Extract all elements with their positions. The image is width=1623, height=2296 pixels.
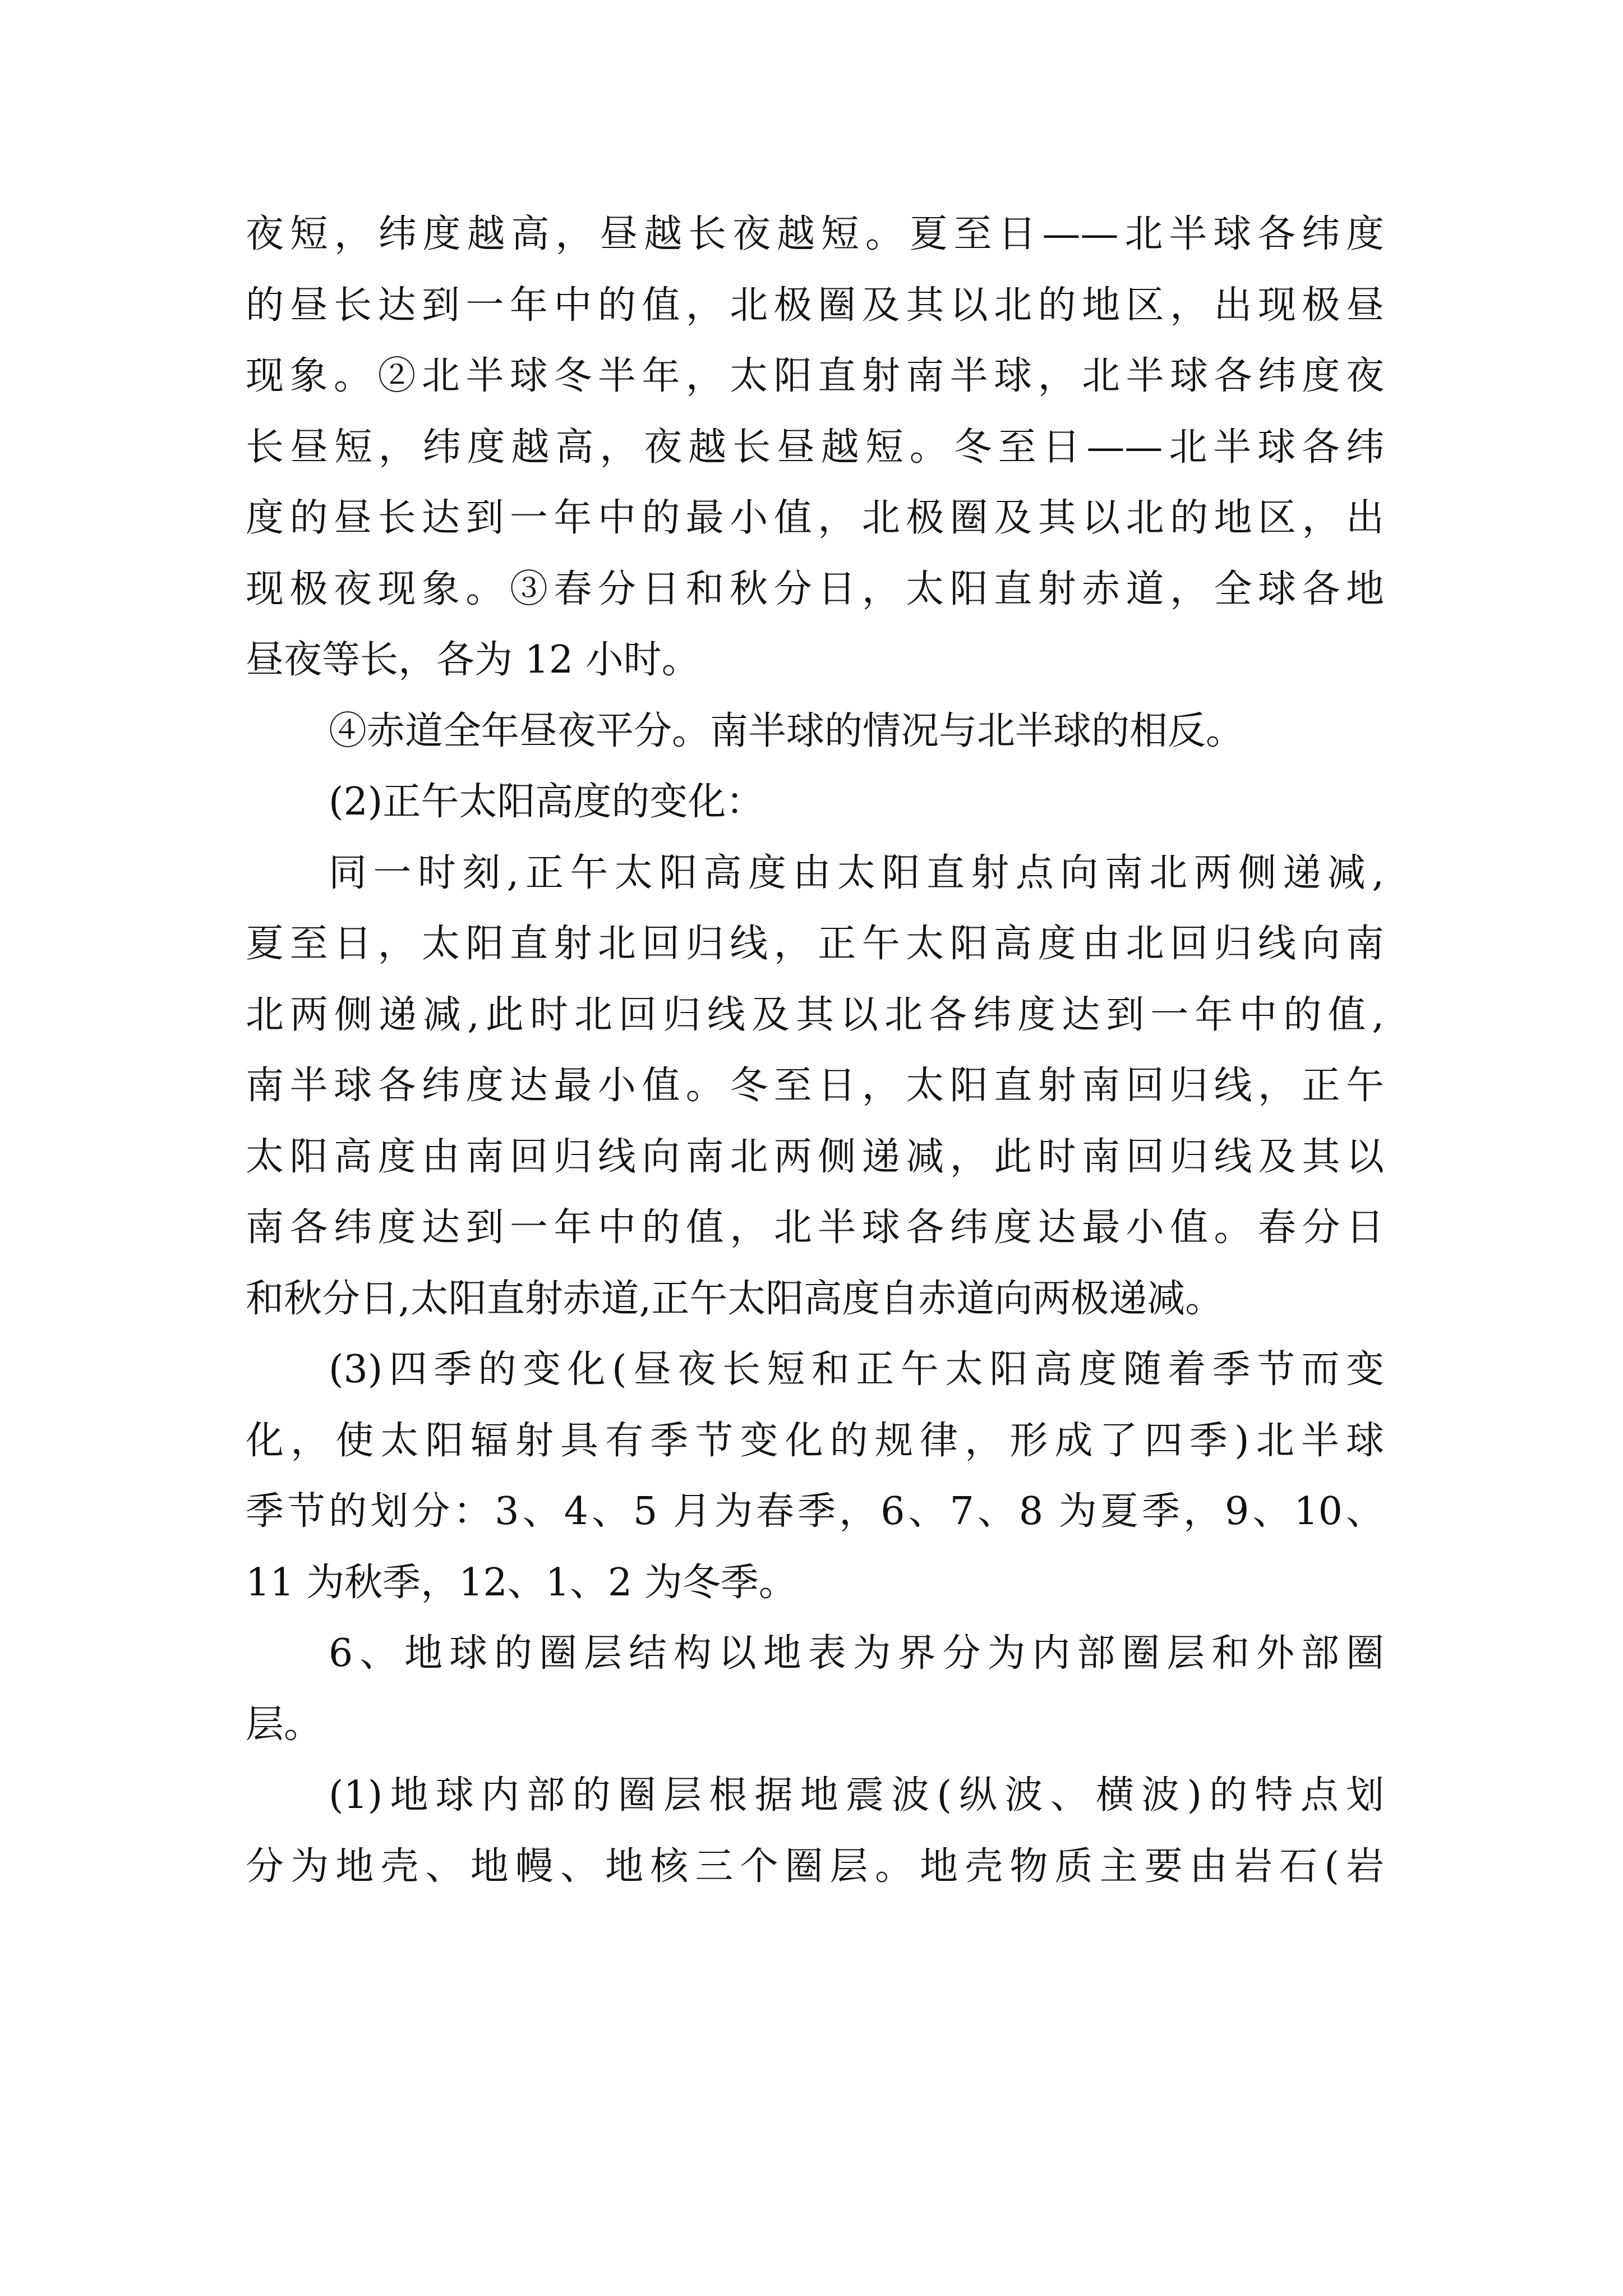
- text-line-10: 同一时刻,正午太阳高度由太阳直射点向南北两侧递减,: [329, 850, 1384, 895]
- section-heading-earth-layers: 6、地球的圈层结构以地表为界分为内部圈层和外部圈: [329, 1631, 1384, 1676]
- section-heading-inner-layers: (1)地球内部的圈层根据地震波(纵波、横波)的特点划: [329, 1773, 1384, 1818]
- text-line-19: 季节的划分：3、4、5 月为春季，6、7、8 为夏季，9、10、: [246, 1489, 1384, 1534]
- text-line-1: 夜短，纬度越高，昼越长夜越短。夏至日——北半球各纬度: [246, 212, 1384, 256]
- text-line-11: 夏至日，太阳直射北回归线，正午太阳高度由北回归线向南: [246, 922, 1384, 966]
- text-line-12: 北两侧递减,此时北回归线及其以北各纬度达到一年中的值,: [246, 992, 1384, 1037]
- text-line-4: 长昼短，纬度越高，夜越长昼越短。冬至日——北半球各纬: [246, 425, 1384, 470]
- section-heading-seasons: (3)四季的变化(昼夜长短和正午太阳高度随着季节而变: [329, 1347, 1384, 1392]
- text-line-22: 层。: [246, 1702, 322, 1747]
- document-body: [246, 199, 1384, 1902]
- text-line-8: ④赤道全年昼夜平分。南半球的情况与北半球的相反。: [329, 708, 1244, 753]
- text-line-7: 昼夜等长，各为 12 小时。: [246, 638, 700, 682]
- text-line-18: 化，使太阳辐射具有季节变化的规律，形成了四季)北半球: [246, 1418, 1384, 1463]
- text-line-20: 11 为秋季，12、1、2 为冬季。: [246, 1560, 797, 1605]
- text-line-24: 分为地壳、地幔、地核三个圈层。地壳物质主要由岩石(岩: [246, 1844, 1384, 1889]
- text-line-15: 南各纬度达到一年中的值，北半球各纬度达最小值。春分日: [246, 1205, 1384, 1250]
- text-line-13: 南半球各纬度达最小值。冬至日，太阳直射南回归线，正午: [246, 1064, 1384, 1108]
- text-line-6: 现极夜现象。③春分日和秋分日，太阳直射赤道，全球各地: [246, 567, 1384, 611]
- section-heading-noon-sun-altitude: (2)正午太阳高度的变化：: [329, 780, 764, 824]
- text-line-5: 度的昼长达到一年中的最小值，北极圈及其以北的地区，出: [246, 496, 1384, 540]
- text-line-3: 现象。②北半球冬半年，太阳直射南半球，北半球各纬度夜: [246, 354, 1384, 398]
- text-line-2: 的昼长达到一年中的值，北极圈及其以北的地区，出现极昼: [246, 283, 1384, 328]
- text-line-16: 和秋分日,太阳直射赤道,正午太阳高度自赤道向两极递减。: [246, 1276, 1224, 1321]
- text-line-14: 太阳高度由南回归线向南北两侧递减，此时南回归线及其以: [246, 1134, 1384, 1179]
